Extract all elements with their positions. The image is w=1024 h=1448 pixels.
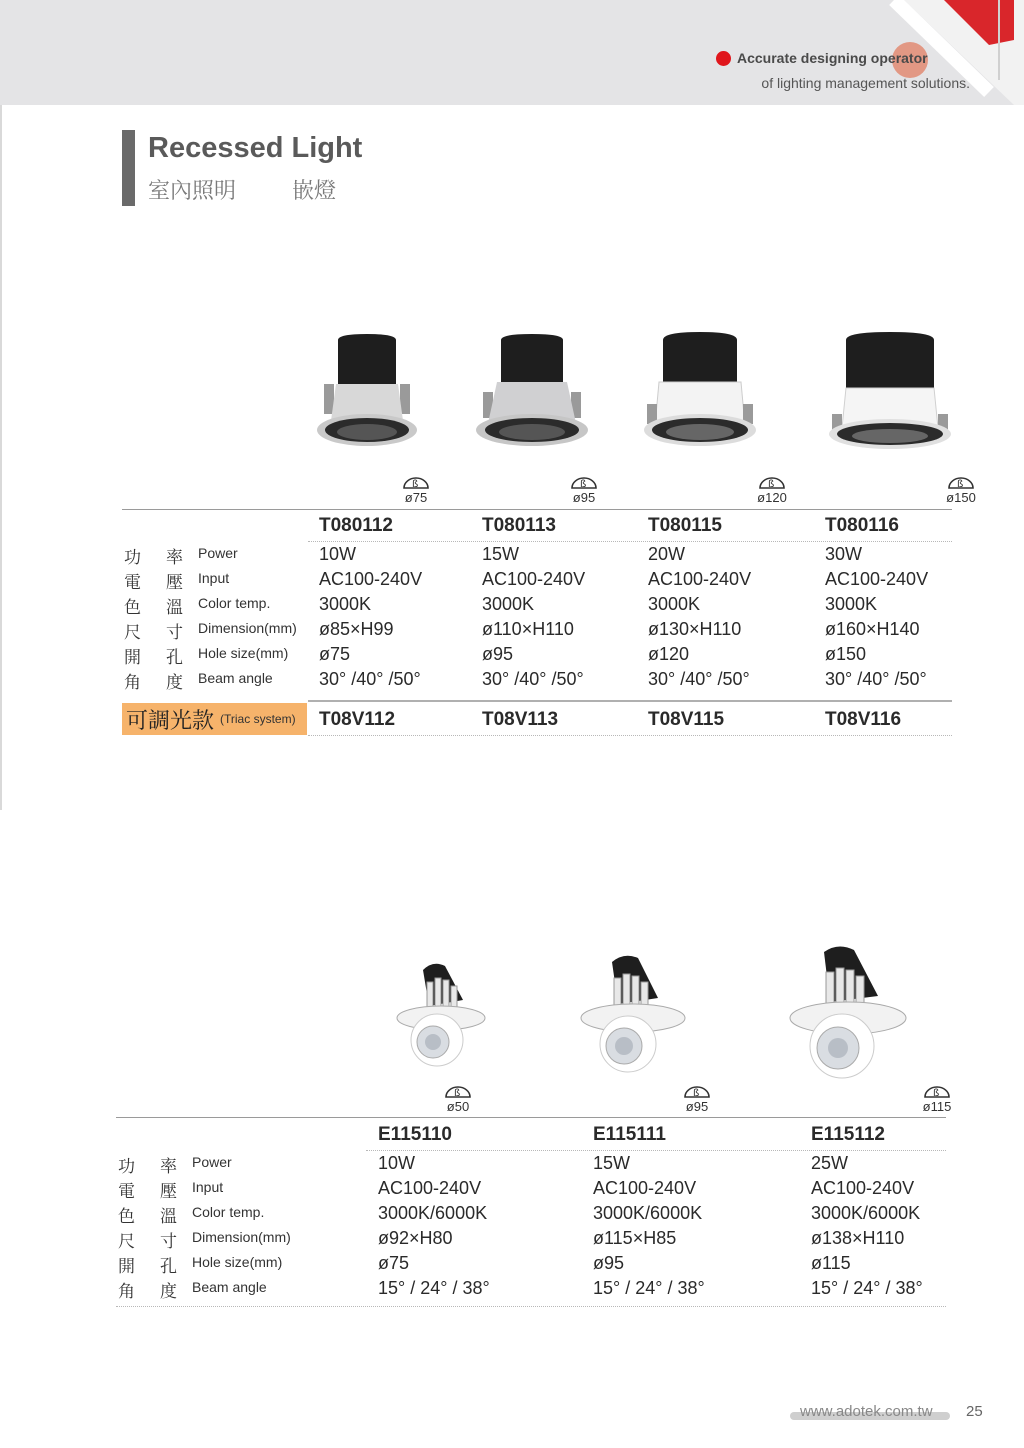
hole-label: ø150 [946,490,976,505]
triac-label-en: (Triac system) [220,712,296,726]
svg-text:ß: ß [454,1088,461,1099]
spec-value: AC100-240V [319,569,423,589]
page-subtitle-zh2: 嵌燈 [292,179,337,204]
spec-value: 15W [593,1153,631,1173]
spec-value: ø95 [482,644,514,664]
hole-indicator [752,474,792,505]
product-image-E115112 [786,942,910,1084]
spec-value: ø92×H80 [378,1228,453,1248]
spec-value: 25W [811,1153,849,1173]
hole-label: ø120 [757,490,787,505]
triac-bottom-rule [308,735,952,736]
spec-value: 20W [648,544,686,564]
spec-value: ø85×H99 [319,619,394,639]
svg-text:ß: ß [957,479,964,490]
page-title: Recessed Light [148,132,363,164]
hole-size-icon [946,474,976,490]
spec-value: 30W [825,544,863,564]
product-image-T080113 [473,332,591,452]
model-E115112: E115112 [811,1124,885,1145]
spec-value: ø115 [811,1253,851,1273]
page-number: 25 [966,1403,983,1420]
hole-size-icon [443,1083,473,1099]
spec-value: ø115×H85 [593,1228,677,1248]
hole-size-icon [569,474,599,490]
red-dot-icon [716,51,731,66]
svg-text:ß: ß [933,1088,940,1099]
triac-model-T08V112: T08V112 [319,709,396,730]
hole-label: ø75 [404,490,428,505]
spec-value: AC100-240V [378,1178,482,1198]
tagline-sub: of lighting management solutions. [761,75,970,91]
triac-model-T08V115: T08V115 [648,709,725,730]
triac-label-zh: 可調光款 [126,708,215,734]
footer-url[interactable]: www.adotek.com.tw [800,1403,933,1420]
hole-label: ø50 [446,1099,470,1114]
product-image-T080116 [826,330,954,454]
hole-indicator [681,1083,713,1114]
spec-value: 10W [378,1153,416,1173]
spec-value: ø150 [825,644,867,664]
spec-value: 30° /40° /50° [648,669,750,689]
table-top-rule [122,509,952,510]
product-image-T080115 [641,330,759,452]
hole-size-icon [401,474,431,490]
triac-divider [308,700,952,702]
model-divider [366,1150,946,1151]
triac-badge [122,703,307,735]
svg-text:ß: ß [412,479,419,490]
spec-value: ø160×H140 [825,619,920,639]
spec-value: AC100-240V [648,569,752,589]
spec-value: ø95 [593,1253,625,1273]
product-image-E115110 [393,960,489,1072]
left-margin-line [0,105,2,810]
spec-value: AC100-240V [811,1178,915,1198]
triac-model-T08V113: T08V113 [482,709,559,730]
svg-text:ß: ß [768,479,775,490]
spec-value: 3000K/6000K [378,1203,488,1223]
table-top-rule [116,1117,946,1118]
spec-value: 3000K [319,594,372,614]
model-E115110: E115110 [378,1124,452,1145]
model-T080113: T080113 [482,515,556,536]
model-T080112: T080112 [319,515,393,536]
spec-value: AC100-240V [593,1178,697,1198]
spec-value: 15W [482,544,520,564]
spec-value: 3000K/6000K [811,1203,921,1223]
model-T080116: T080116 [825,515,899,536]
model-divider [308,541,952,542]
spec-value: 30° /40° /50° [482,669,584,689]
spec-value: ø75 [378,1253,410,1273]
model-T080115: T080115 [648,515,722,536]
spec-value: 3000K [648,594,701,614]
hole-size-icon [922,1083,952,1099]
spec-value: ø120 [648,644,690,664]
svg-text:ß: ß [580,479,587,490]
spec-value: 3000K [482,594,535,614]
spec-value: 3000K/6000K [593,1203,703,1223]
spec-value: 3000K [825,594,878,614]
spec-value: 10W [319,544,357,564]
spec-value: AC100-240V [482,569,586,589]
spec-value: 30° /40° /50° [825,669,927,689]
spec-value: ø110×H110 [482,619,574,639]
hole-indicator [916,1083,958,1114]
title-accent-bar [122,130,135,206]
spec-value: ø130×H110 [648,619,742,639]
svg-text:ß: ß [693,1088,700,1099]
hole-indicator [442,1083,474,1114]
spec-value: 15° / 24° / 38° [811,1278,923,1298]
triac-model-T08V116: T08V116 [825,709,902,730]
tagline-bold: Accurate designing operator [737,50,928,66]
page-subtitle-zh: 室內照明 [148,179,237,204]
spec-value: 15° / 24° / 38° [593,1278,705,1298]
spec-value: 30° /40° /50° [319,669,421,689]
spec-value: AC100-240V [825,569,929,589]
hole-size-icon [682,1083,712,1099]
hole-label: ø115 [922,1099,952,1114]
model-E115111: E115111 [593,1124,666,1145]
product-image-E115111 [578,952,688,1076]
spec-value: 15° / 24° / 38° [378,1278,490,1298]
spec-value: ø75 [319,644,351,664]
hole-indicator [568,474,600,505]
header-tagline [716,50,928,66]
hole-label: ø95 [572,490,596,505]
hole-indicator [940,474,982,505]
hole-size-icon [757,474,787,490]
hole-label: ø95 [685,1099,709,1114]
product-image-T080112 [312,332,422,452]
spec-value: ø138×H110 [811,1228,905,1248]
table-bottom-rule [116,1306,946,1307]
hole-indicator [400,474,432,505]
